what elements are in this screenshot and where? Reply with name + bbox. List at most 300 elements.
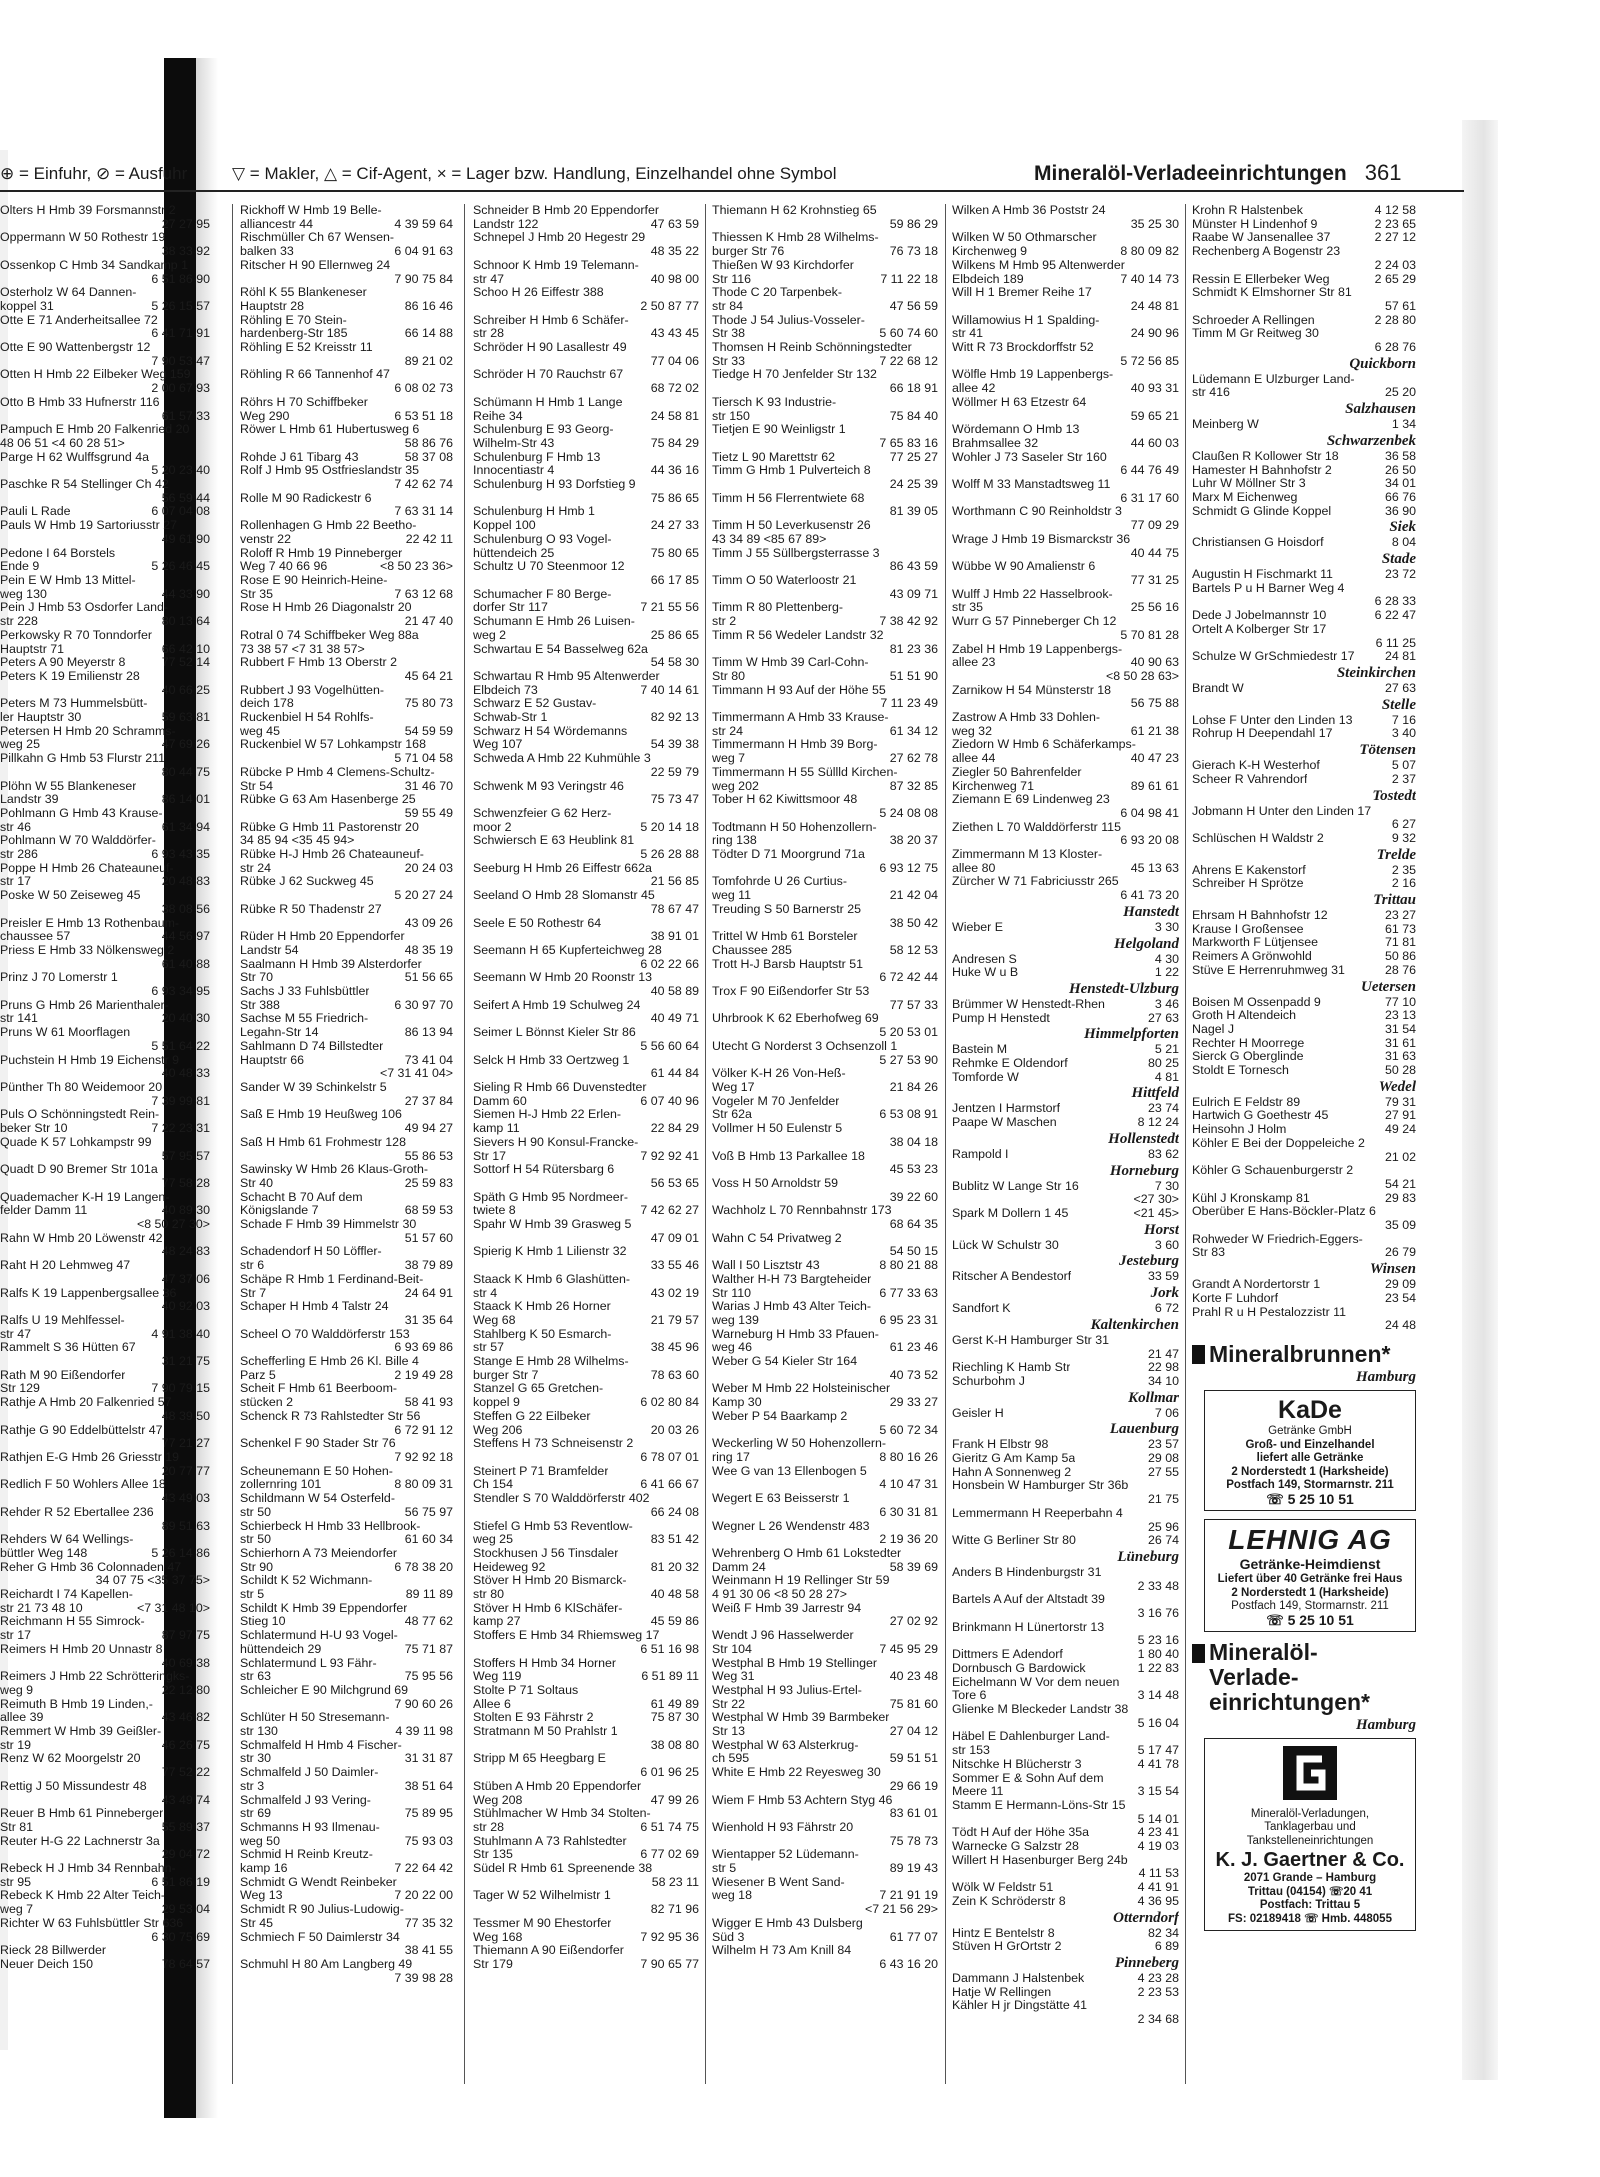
directory-entry [473,1574,699,1588]
directory-entry [0,1574,210,1588]
ad-kade [1204,1390,1416,1511]
directory-entry [240,1040,453,1054]
entry-phone: 5 20 23 40 [151,463,210,478]
entry-phone [1175,1621,1179,1635]
entry-phone [695,780,699,794]
entry-name: Rübke G Hmb 11 Pastorenstr 20 [240,820,419,834]
entry-name: Ritscher A Bendestorf [952,1270,1072,1284]
directory-entry [240,958,453,972]
entry-name: Zarnikow H 54 Münsterstr 18 [952,683,1112,697]
page-number: 361 [1364,160,1402,185]
entry-phone [1175,204,1179,218]
entry-phone: 6 28 33 [1374,594,1416,609]
directory-entry [473,1410,699,1424]
entry-name: Hauptstr 71 [0,642,65,656]
directory-entry [952,1180,1179,1194]
entry-name: Saß H Hmb 61 Frohmestr 128 [240,1135,406,1149]
entry-name: Trox F 90 Eißendorfer Str 53 [712,985,870,999]
entry-phone: 47 37 06 [161,1271,210,1286]
entry-phone: <8 50 23 36> [379,559,453,574]
entry-phone [449,547,453,561]
ad-line: Postfach 149, Stormarnstr. 211 [1226,1479,1394,1491]
directory-entry [952,1334,1179,1348]
entry-phone [934,1300,938,1314]
directory-entry [473,1862,699,1876]
entry-name: Str 62a [712,1108,752,1122]
entry-phone: 29 04 72 [161,1847,210,1862]
entry-name: Schumann E Hmb 26 Luisen- [473,615,635,629]
entry-name: Zabel H Hmb 19 Lappenbergs- [952,642,1123,656]
directory-entry [240,1122,453,1136]
entry-phone: 8 80 09 31 [394,1477,453,1492]
entry-phone: 40 92 03 [161,1299,210,1314]
entry-phone: 6 53 08 91 [879,1107,938,1122]
directory-entry [712,1424,938,1438]
entry-phone: 1 80 40 [1137,1647,1179,1662]
directory-entry [473,1588,699,1602]
entry-phone: 83 51 42 [650,1532,699,1547]
entry-phone: 6 51 86 90 [151,271,210,286]
entry-phone: 22 98 [1147,1360,1179,1375]
entry-name: Seele E 50 Rothestr 64 [473,916,602,930]
directory-entry [952,314,1179,328]
entry-name: Lück W Schulstr 30 [952,1238,1059,1252]
directory-entry [0,1862,210,1876]
directory-entry [712,1245,938,1259]
entry-name: Trittel W Hmb 61 Borsteler [712,930,858,944]
entry-phone [206,1889,210,1903]
entry-phone [206,1780,210,1794]
entry-name: Reimers J Hmb 22 Schrötteringks- [0,1670,190,1684]
ad-line: Mineralöl-Verladungen, [1250,1807,1370,1820]
directory-entry [952,492,1179,506]
entry-phone: 28 76 [1384,962,1416,977]
column-divider [945,204,946,2084]
entry-name: Weg 119 [473,1670,522,1684]
directory-entry [712,601,938,615]
directory-entry [712,1602,938,1616]
directory-entry [473,1876,699,1890]
entry-name: Oppermann W 50 Rothestr 19 [0,231,166,245]
entry-name: Str 80 [712,669,746,683]
entry-phone [934,1040,938,1054]
entry-name: str 50 [240,1505,271,1519]
entry-phone [1175,1854,1179,1868]
directory-entry [473,588,699,602]
directory-entry [0,1492,210,1506]
entry-phone [449,341,453,355]
entry-phone: 58 86 76 [404,435,453,450]
entry-phone [449,1163,453,1177]
entry-name: Str 33 [712,354,746,368]
entry-name: str 63 [240,1670,271,1684]
entry-phone: 25 20 [1384,385,1416,400]
entry-phone [449,1040,453,1054]
directory-entry [1192,964,1416,978]
directory-entry [240,848,453,862]
entry-phone [449,1657,453,1671]
directory-entry [1192,341,1416,355]
entry-phone: 86 13 94 [404,1025,453,1040]
entry-name: Wurr G 57 Pinneberger Ch 12 [952,615,1117,629]
directory-entry [473,1287,699,1301]
entry-phone [206,1506,210,1520]
entry-phone: 26 74 [1147,1533,1179,1548]
entry-name: Brandt W [1192,681,1244,695]
entry-phone: 7 22 64 42 [394,1861,453,1876]
directory-entry [0,1931,210,1945]
directory-entry [712,437,938,451]
entry-phone: 61 77 07 [889,1929,938,1944]
entry-name: Sachse M 55 Friedrich- [240,1012,369,1026]
directory-entry [952,921,1179,935]
entry-phone: 6 51 86 19 [151,1874,210,1889]
entry-name: Tödter D 71 Moorgrund 71a [712,848,865,862]
city-heading: Salzhausen [1345,401,1416,418]
entry-name: Münster H Lindenhof 9 [1192,217,1318,231]
entry-phone [695,807,699,821]
entry-phone [934,368,938,382]
directory-entry [240,670,453,684]
entry-name: Str 129 [0,1382,40,1396]
entry-name: Rehders W 64 Wellings- [0,1533,134,1547]
directory-entry [240,1245,453,1259]
directory-entry [712,1081,938,1095]
entry-name: Heinsohn J Holm [1192,1123,1287,1137]
entry-phone: 6 02 80 84 [640,1395,699,1410]
directory-entry [0,245,210,259]
directory-entry [952,437,1179,451]
entry-name: Otto B Hmb 33 Hufnerstr 116 [0,395,160,409]
entry-phone: 23 57 [1147,1437,1179,1452]
entry-name: weg 32 [952,724,992,738]
directory-entry [712,629,938,643]
entry-phone: 66 24 08 [650,1504,699,1519]
entry-phone [1175,314,1179,328]
directory-entry [473,259,699,273]
entry-name: Selck H Hmb 33 Oertzweg 1 [473,1053,630,1067]
entry-name: Thiemann H 62 Krohnstieg 65 [712,204,877,217]
entry-name: Oberüber E Hans-Böckler-Platz 6 [1192,1205,1376,1219]
entry-name: Voß B Hmb 13 Parkallee 18 [712,1149,865,1163]
entry-name: Röhl K 55 Blankeneser [240,286,367,300]
directory-entry [712,492,938,506]
entry-phone: 7 20 22 00 [394,1888,453,1903]
directory-entry [952,1479,1179,1493]
entry-phone: 6 07 40 96 [640,1093,699,1108]
directory-entry [473,1629,699,1643]
entry-phone [449,1437,453,1451]
entry-phone [449,1081,453,1095]
entry-name: weg 11 [712,889,752,903]
directory-entry [712,464,938,478]
directory-entry [240,752,453,766]
entry-name: 34 85 94 <35 45 94> [240,834,355,848]
directory-entry [240,1191,453,1205]
entry-phone: 8 80 21 88 [879,1258,938,1273]
entry-name: Timm H 56 Flerrentwiete 68 [712,491,865,505]
directory-entry [712,341,938,355]
entry-phone: 6 72 91 12 [394,1422,453,1437]
entry-phone [934,519,938,533]
entry-name: Pruns G Hmb 26 Marienthaler- [0,998,169,1012]
directory-entry [952,547,1179,561]
entry-phone: 6 30 97 70 [394,997,453,1012]
directory-entry [952,1703,1179,1717]
entry-phone [449,643,453,657]
entry-name: Südel R Hmb 61 Spreenende 38 [473,1862,653,1876]
directory-entry [712,1766,938,1780]
entry-phone [1175,396,1179,410]
entry-phone [695,615,699,629]
entry-name: Schwenk M 93 Veringstr 46 [473,779,624,793]
entry-name: Stuhlmann A 73 Rahlstedter [473,1834,627,1848]
directory-entry [473,451,699,465]
entry-name: Ralfs U 19 Mehlfessel- [0,1313,125,1327]
entry-phone: 29 66 19 [889,1778,938,1793]
entry-phone [695,944,699,958]
directory-entry [952,273,1179,287]
entry-name: Tober H 62 Kiwittsmoor 48 [712,793,858,807]
entry-name: Schwab-Str 1 [473,711,548,725]
entry-phone: 3 40 [1391,726,1416,741]
directory-entry [240,314,453,328]
directory-entry [1192,1109,1416,1123]
entry-phone [934,1574,938,1588]
entry-phone: 38 79 89 [404,1258,453,1273]
entry-phone: 27 37 84 [404,1093,453,1108]
entry-phone [695,889,699,903]
directory-entry [0,1437,210,1451]
city-heading: Kollmar [1128,1389,1179,1406]
entry-phone: 59 65 21 [1130,408,1179,423]
entry-name: Rübke J 62 Suckweg 45 [240,875,374,889]
directory-entry [0,314,210,328]
entry-phone [449,821,453,835]
entry-name: Schildmann W 54 Osterfeld- [240,1492,395,1506]
directory-entry [712,643,938,657]
entry-name: Schäpe R Hmb 1 Ferdinand-Beit- [240,1272,424,1286]
entry-name: str 228 [0,615,38,629]
entry-name: Schlüschen H Waldstr 2 [1192,831,1324,845]
entry-phone [1175,286,1179,300]
entry-name: Wilken A Hmb 36 Poststr 24 [952,204,1106,217]
entry-name: Hintz E Bentelstr 8 [952,1926,1055,1940]
entry-name: allee 23 [952,656,996,670]
entry-phone: 44 56 97 [161,929,210,944]
directory-entry [240,259,453,273]
directory-entry [473,999,699,1013]
directory-entry [952,752,1179,766]
entry-phone: 4 10 47 31 [879,1477,938,1492]
entry-phone [695,1218,699,1232]
entry-name: ring 138 [712,834,757,848]
entry-phone: 29 83 [1384,1190,1416,1205]
directory-entry [1192,909,1416,923]
directory-entry [1192,864,1416,878]
directory-entry [0,1725,210,1739]
entry-name: Schmalfeld H Hmb 4 Fischer- [240,1738,402,1752]
directory-entry [1192,623,1416,637]
entry-phone: 75 73 47 [650,792,699,807]
ad-brand: KaDe [1278,1396,1342,1424]
entry-name: Elbdeich 73 [473,683,538,697]
entry-phone: 46 26 75 [161,1737,210,1752]
directory-entry [952,1239,1179,1253]
entry-phone: 20 48 83 [161,874,210,889]
entry-name: Sottorf H 54 Rütersbarg 6 [473,1163,615,1177]
directory-entry [0,478,210,492]
directory-entry [0,259,210,273]
entry-phone: 86 14 01 [161,792,210,807]
entry-name: Koppel 100 [473,519,536,533]
entry-name: weg 7 [712,752,746,766]
entry-phone [449,1958,453,1972]
city-heading: Siek [1389,519,1416,536]
entry-phone [934,903,938,917]
directory-entry [952,807,1179,821]
directory-entry [0,793,210,807]
entry-phone: 61 49 89 [650,1696,699,1711]
entry-name: weg 7 [0,1903,34,1917]
entry-phone: 43 46 82 [161,1710,210,1725]
directory-entry [712,1794,938,1808]
entry-name: Rathje G 90 Eddelbüttelstr 47 [0,1423,163,1437]
entry-phone [206,1588,210,1602]
entry-phone [449,656,453,670]
entry-phone: 24 27 33 [650,518,699,533]
entry-phone [934,1944,938,1958]
entry-phone: 4 41 91 [1137,1880,1179,1895]
entry-phone [934,396,938,410]
directory-entry [473,1314,699,1328]
entry-phone: 40 69 38 [161,1655,210,1670]
entry-name: str 84 [712,299,743,313]
directory-entry [952,1057,1179,1071]
directory-entry [0,1711,210,1725]
directory-entry [952,2013,1179,2027]
entry-phone: 5 60 74 60 [879,326,938,341]
entry-name: Timm M Gr Reitweg 30 [1192,327,1319,341]
city-heading: Stelle [1381,696,1416,713]
directory-entry [240,684,453,698]
directory-entry [712,231,938,245]
directory-entry [240,917,453,931]
entry-phone [449,766,453,780]
directory-entry [712,889,938,903]
entry-phone: 21 79 57 [650,1312,699,1327]
directory-entry [1192,1064,1416,1078]
entry-name: Christiansen G Hoisdorf [1192,536,1324,550]
entry-phone: 24 81 [1384,649,1416,664]
directory-entry [952,1940,1179,1954]
entry-name: str 150 [712,409,750,423]
directory-entry [473,1903,699,1917]
directory-entry [240,1150,453,1164]
directory-entry [240,437,453,451]
directory-entry [0,1615,210,1629]
entry-name: Eichelmann W Vor dem neuen [952,1675,1120,1689]
entry-name: str 17 [0,875,31,889]
city-heading: Trelde [1376,846,1416,863]
entry-name: Weg 31 [712,1670,755,1684]
entry-name: Puchstein H Hmb 19 Eichenstr 9 [0,1053,180,1067]
directory-entry [473,793,699,807]
entry-phone: 6 72 42 44 [879,970,938,985]
entry-phone [695,1780,699,1794]
entry-phone: 6 04 98 41 [1120,805,1179,820]
directory-entry [473,752,699,766]
entry-name: Schmidt G Wendt Reinbeker [240,1875,397,1889]
entry-phone: 89 61 61 [1130,778,1179,793]
directory-entry [473,1821,699,1835]
directory-entry [473,1794,699,1808]
ad-brand: LEHNIG AG [1228,1524,1392,1555]
entry-phone: <7 31 41 04> [379,1066,453,1081]
entry-phone: 75 84 40 [889,408,938,423]
directory-entry [0,930,210,944]
entry-name: Rolf J Hmb 95 Ostfrieslandstr 35 [240,464,420,478]
directory-entry [240,1095,453,1109]
entry-name: Weg 107 [473,738,523,752]
directory-entry [952,670,1179,684]
entry-phone: 55 89 37 [161,1819,210,1834]
entry-phone [206,1561,210,1575]
directory-entry [0,1629,210,1643]
entry-name: Brümmer W Henstedt-Rhen [952,997,1105,1011]
directory-entry [712,1040,938,1054]
entry-name: Nagel J [1192,1022,1235,1036]
entry-phone: 22 42 11 [405,531,453,546]
entry-phone: 5 71 04 58 [394,751,453,766]
directory-entry [0,643,210,657]
entry-name: Staack K Hmb 26 Horner [473,1300,611,1314]
directory-entry [1192,682,1416,696]
entry-phone [1175,1566,1179,1580]
entry-name: Will H 1 Bremer Reihe 17 [952,286,1092,300]
entry-name: Elbdeich 189 [952,272,1024,286]
entry-name: Wahn C 54 Privatweg 2 [712,1231,842,1245]
directory-entry [952,1799,1179,1813]
entry-phone: 6 93 69 86 [394,1340,453,1355]
section-heading-mineralbrunnen: Mineralbrunnen* [1192,1341,1416,1367]
entry-phone [206,971,210,985]
legend-left: ⊕ = Einfuhr, ⊘ = Ausfuhr [0,164,188,183]
entry-name: Priess E Hmb 33 Nölkensweg 2 [0,943,175,957]
entry-phone [695,533,699,547]
entry-name: allee 39 [0,1711,44,1725]
entry-phone [695,917,699,931]
directory-entry [0,848,210,862]
directory-entry [712,1396,938,1410]
ad-line: Liefert über 40 Getränke frei Haus [1217,1573,1403,1585]
entry-name: Reihe 34 [473,409,523,423]
city-heading: Lauenburg [1109,1421,1179,1438]
entry-phone: 27 04 12 [889,1724,938,1739]
entry-name: Roloff R Hmb 19 Pinneberger [240,546,403,560]
entry-name: Staack K Hmb 6 Glashütten- [473,1272,631,1286]
column-divider [464,204,465,2084]
entry-name: Schnoor K Hmb 19 Telemann- [473,258,639,272]
entry-phone [449,1136,453,1150]
directory-entry [0,1903,210,1917]
entry-name: Zastrow A Hmb 33 Dohlen- [952,711,1101,725]
directory-entry [1192,373,1416,387]
entry-phone: 29 53 04 [161,1902,210,1917]
entry-phone [934,1177,938,1191]
directory-entry [473,1739,699,1753]
entry-phone: 66 42 10 [161,641,210,656]
